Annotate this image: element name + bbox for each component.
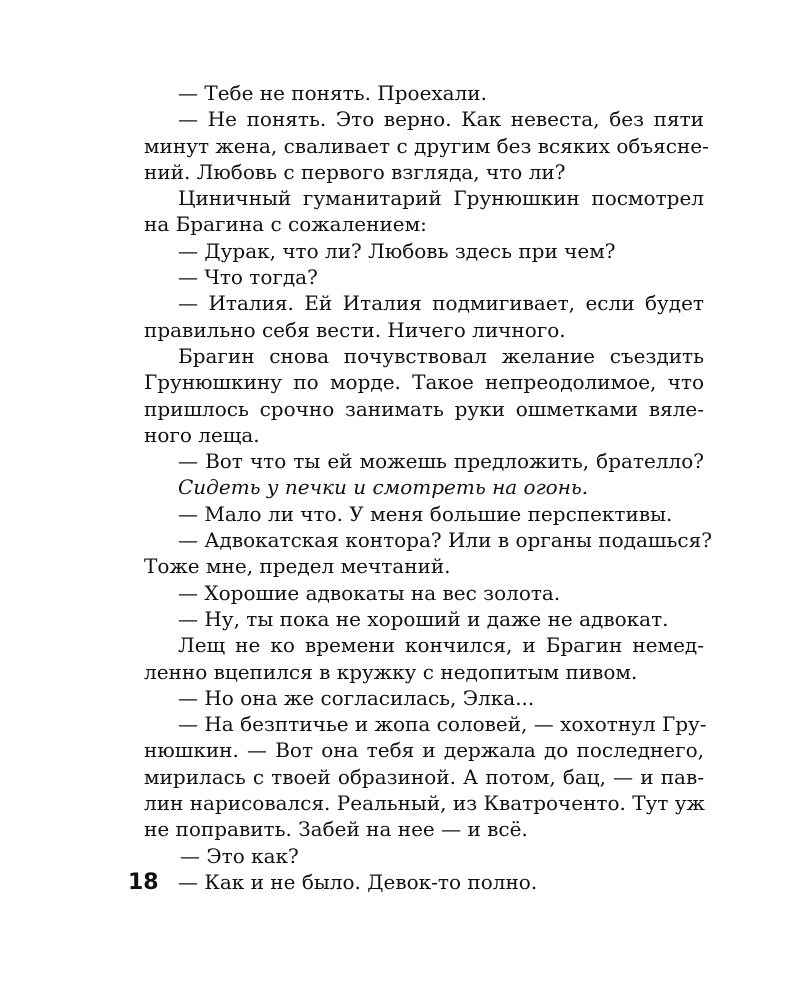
text-line: — Дурак, что ли? Любовь здесь при чем? — [178, 238, 616, 263]
text-line: — Как и не было. Девок-то полно. — [178, 869, 538, 894]
text-line: ленно вцепился в кружку с недопитым пивом. — [144, 659, 638, 684]
text-line: — Не понять. Это верно. Как невеста, без пяти — [178, 107, 704, 132]
text-line: ний. Любовь с первого взгляда, что ли? — [144, 159, 566, 184]
text-line: — Адвокатская контора? Или в органы подашься? — [178, 528, 712, 553]
text-line: нюшкин. — Вот она тебя и держала до последнего, — [144, 738, 704, 763]
text-line: — Хорошие адвокаты на вес золота. — [178, 580, 561, 605]
text-line: — Италия. Ей Италия подмигивает, если будет — [178, 291, 704, 316]
text-line: — Это как? — [180, 843, 299, 868]
text-line: мирилась с твоей образиной. А потом, бац, — и пав- — [144, 764, 704, 789]
text-line: — Но она же согласилась, Элка... — [178, 685, 535, 710]
text-line: правильно себя вести. Ничего личного. — [144, 317, 566, 342]
text-line: — Тебе не понять. Проехали. — [178, 81, 487, 105]
page-number: 18 — [128, 870, 159, 895]
text-line: лин нарисовался. Реальный, из Кватроченто. Тут уж — [144, 791, 705, 816]
text-line: — Что тогда? — [178, 265, 318, 290]
body-text — [144, 80, 712, 895]
text-line: ного леща. — [144, 422, 260, 447]
text-line: на Брагина с сожалением: — [144, 212, 427, 237]
text-line: Лещ не ко времени кончился, и Брагин немед- — [178, 633, 704, 658]
text-line: Тоже мне, предел мечтаний. — [144, 554, 451, 579]
text-line: пришлось срочно занимать руки ошметками вяле- — [144, 396, 704, 421]
text-line: Грунюшкину по морде. Такое непреодолимое, что — [144, 370, 704, 395]
text-line: не поправить. Забей на нее — и всё. — [144, 817, 528, 842]
text-line: — Ну, ты пока не хороший и даже не адвокат. — [178, 606, 669, 631]
text-line: минут жена, сваливает с другим без всяких объясне- — [144, 133, 709, 158]
text-line: Циничный гуманитарий Грунюшкин посмотрел — [178, 186, 704, 211]
text-line: — На безптичье и жопа соловей, — хохотнул Гру- — [178, 712, 707, 737]
text-line-italic: Сидеть у печки и смотреть на огонь. — [178, 475, 589, 500]
text-line: — Мало ли что. У меня большие перспективы. — [178, 501, 673, 526]
text-line: Брагин снова почувствовал желание съездить — [178, 343, 704, 368]
text-line: — Вот что ты ей можешь предложить, брателло? — [178, 449, 704, 474]
